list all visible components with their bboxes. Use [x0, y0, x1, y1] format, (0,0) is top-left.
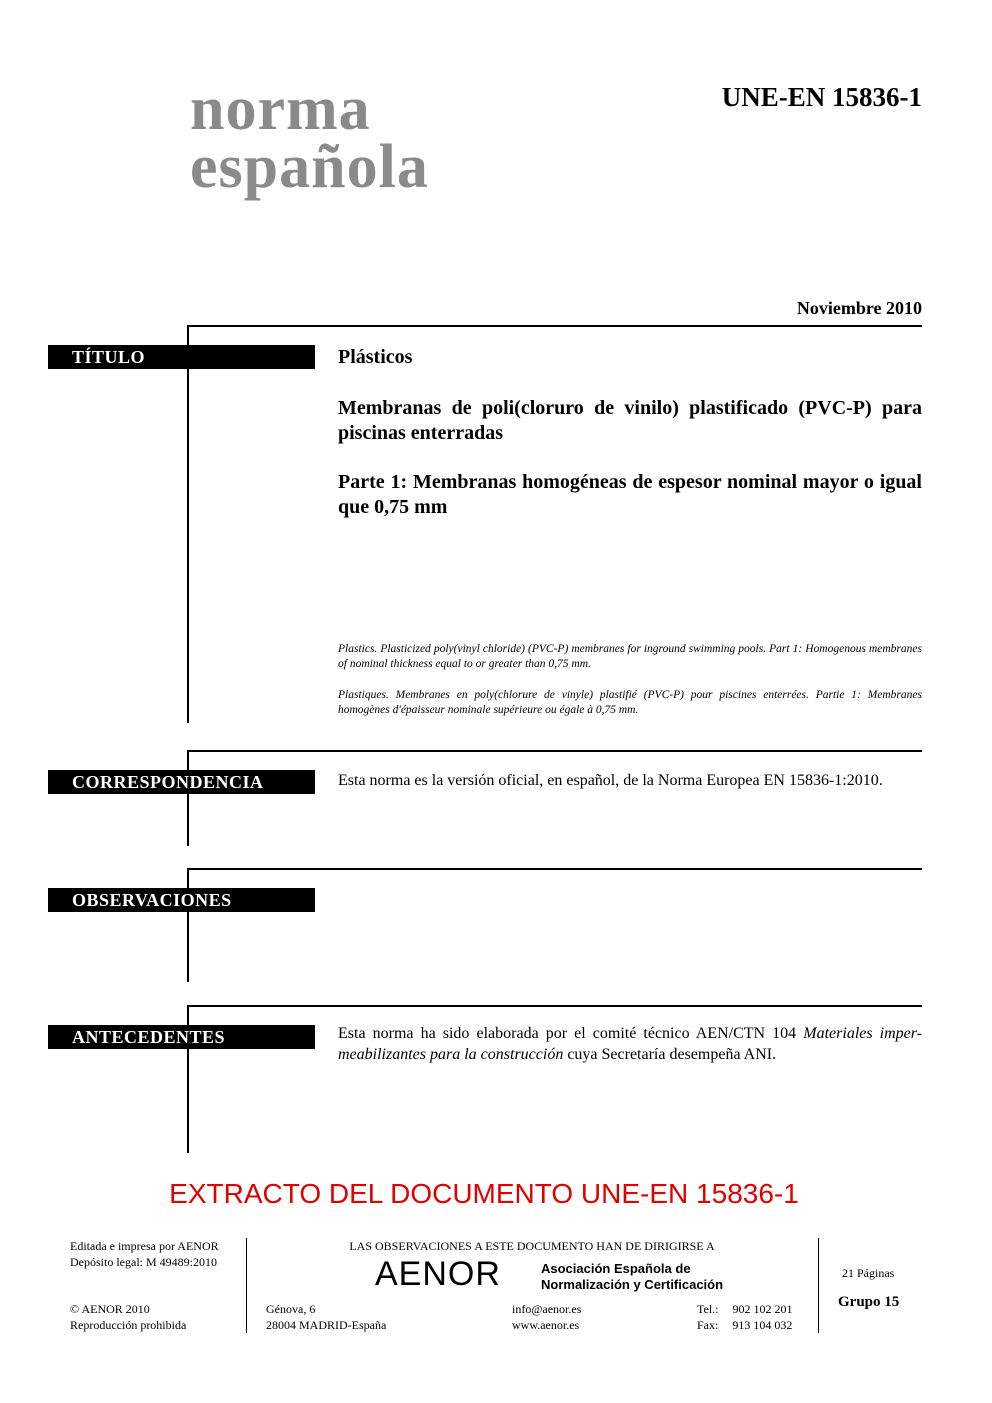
antecedentes-text-end: cuya Secretaría desempeña ANI.	[563, 1046, 777, 1063]
antecedentes-text	[338, 1023, 922, 1065]
correspondencia-text: Esta norma es la versión oficial, en español, de la Norma Europea EN 15836-1:2010.	[338, 772, 883, 789]
norma-line-2: española	[190, 133, 429, 201]
observations-note: LAS OBSERVACIONES A ESTE DOCUMENTO HAN DE DIRIGIRSE A	[349, 1239, 715, 1253]
antecedentes-text-start: Esta norma ha sido elaborada por el comité técnico AEN/CTN 104	[338, 1025, 804, 1042]
contact-web[interactable]: www.aenor.es	[512, 1318, 580, 1332]
legal-deposit: Depósito legal: M 49489:2010	[70, 1255, 217, 1269]
title-french: Plastiques. Membranes en poly(chlorure de vinyle) plastifié (PVC-P) pour piscines enterrées. Partie 1: Membranes homogènes d'épaisseur nominale supérieure ou égale à 0,75 mm.	[338, 689, 922, 716]
footer-divider-right	[818, 1238, 819, 1333]
fax-label: Fax:	[697, 1318, 719, 1332]
observaciones-left-rule	[187, 868, 189, 982]
publication-date: Noviembre 2010	[796, 298, 922, 318]
norma-line-1: norma	[190, 75, 371, 143]
address-city: 28004 MADRID-España	[266, 1318, 387, 1332]
price-group: Grupo 15	[838, 1294, 900, 1310]
titulo-content	[338, 345, 922, 718]
contact-phone	[697, 1301, 793, 1333]
titulo-top-rule	[188, 325, 922, 327]
org-name-line-2: Normalización y Certificación	[541, 1277, 724, 1292]
tel-label: Tel.:	[697, 1302, 719, 1316]
norma-espanola-heading	[190, 75, 429, 201]
observaciones-label: OBSERVACIONES	[48, 888, 315, 912]
contact-email[interactable]: info@aenor.es	[512, 1302, 582, 1316]
titulo-left-rule	[187, 325, 189, 723]
title-english: Plastics. Plasticized poly(vinyl chloride) (PVC-P) membranes for inground swimming pools. Part 1: Homogenous membranes of nominal thickness equal to or greater than 0,75 mm.	[338, 643, 922, 670]
standard-code: UNE-EN 15836-1	[721, 82, 922, 112]
aenor-logo: AENOR	[375, 1255, 501, 1293]
page-count: 21 Páginas	[842, 1266, 895, 1280]
antecedentes-top-rule	[188, 1005, 922, 1007]
org-name-line-1: Asociación Española de	[541, 1261, 691, 1276]
tel-number: 902 102 201	[732, 1302, 793, 1316]
fax-number: 913 104 032	[732, 1318, 793, 1332]
contact-online	[512, 1301, 581, 1333]
titulo-label: TÍTULO	[48, 345, 315, 369]
correspondencia-top-rule	[188, 750, 922, 752]
title-part: Parte 1: Membranas homogéneas de espesor nominal mayor o igual que 0,75 mm	[338, 471, 922, 518]
aenor-organization-name	[541, 1261, 723, 1293]
footer-edition-info	[70, 1238, 219, 1270]
address-street: Génova, 6	[266, 1302, 316, 1316]
address	[266, 1301, 386, 1333]
observaciones-top-rule	[188, 868, 922, 870]
reproduction-notice: Reproducción prohibida	[70, 1318, 187, 1332]
correspondencia-left-rule	[187, 750, 189, 846]
footer-copyright	[70, 1301, 186, 1333]
correspondencia-label: CORRESPONDENCIA	[48, 770, 315, 794]
edited-by: Editada e impresa por AENOR	[70, 1239, 219, 1253]
extract-notice: EXTRACTO DEL DOCUMENTO UNE-EN 15836-1	[169, 1178, 799, 1209]
antecedentes-committee-title: Materiales imper-meabilizantes para la construcción	[338, 1025, 922, 1063]
copyright: © AENOR 2010	[70, 1302, 150, 1316]
title-main: Membranas de poli(cloruro de vinilo) plastificado (PVC-P) para piscinas enterradas	[338, 397, 922, 444]
title-subject: Plásticos	[338, 346, 413, 368]
antecedentes-label: ANTECEDENTES	[48, 1025, 315, 1049]
